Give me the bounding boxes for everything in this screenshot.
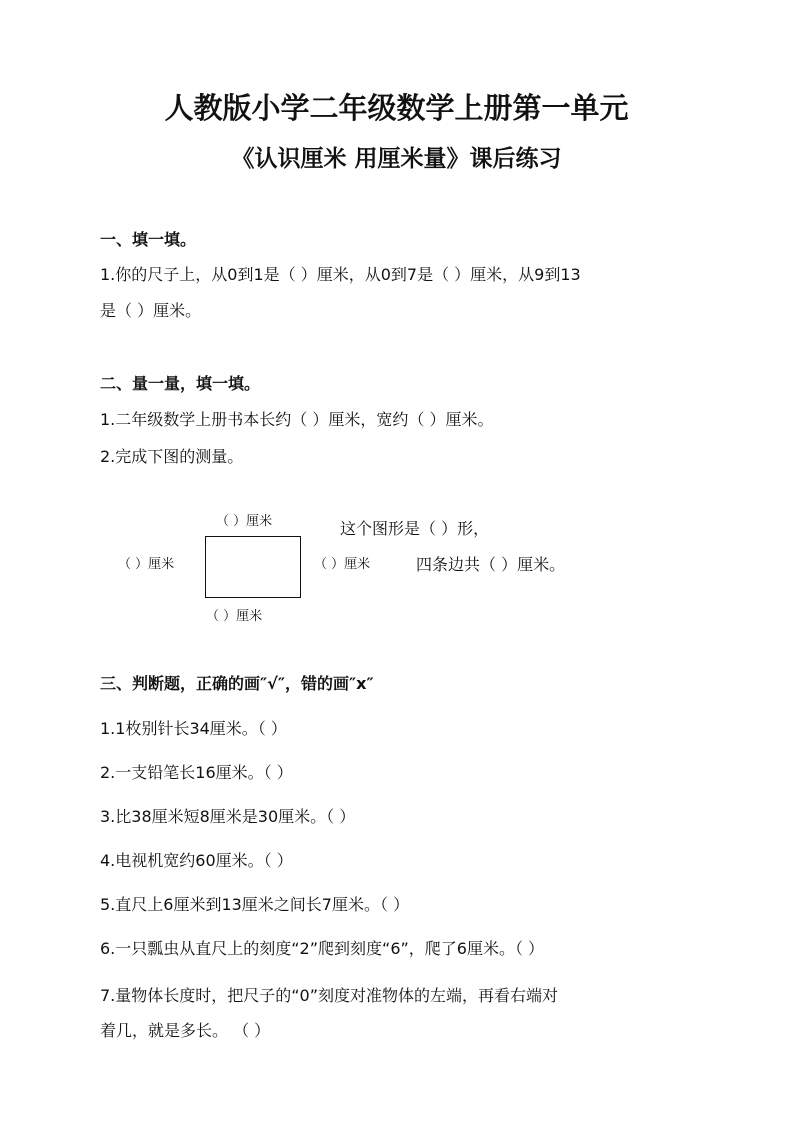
section3-item-5: 5.直尺上6厘米到13厘米之间长7厘米。（ ） (100, 895, 410, 914)
figure-bottom-label: （ ）厘米 (206, 609, 263, 624)
section1-heading: 一、填一填。 (100, 230, 197, 249)
section3-item-2: 2.一支铅笔长16厘米。（ ） (100, 763, 293, 782)
section3-item-7-line1: 7.量物体长度时，把尺子的“0”刻度对准物体的左端，再看右端对 (100, 986, 559, 1005)
section2-q2: 2.完成下图的测量。 (100, 447, 244, 466)
section3-item-6: 6.一只瓢虫从直尺上的刻度“2”爬到刻度“6”，爬了6厘米。（ ） (100, 939, 545, 958)
section3-heading: 三、判断题，正确的画″√″，错的画″x″ (100, 674, 374, 693)
section3-item-4: 4.电视机宽约60厘米。（ ） (100, 851, 293, 870)
page-subtitle: 《认识厘米 用厘米量》课后练习 (231, 145, 562, 172)
section1-q1-line1: 1.你的尺子上，从0到1是（ ）厘米，从0到7是（ ）厘米，从9到13 (100, 265, 581, 284)
section3-item-3: 3.比38厘米短8厘米是30厘米。（ ） (100, 807, 356, 826)
section1-q1-line2: 是（ ）厘米。 (100, 301, 202, 320)
measure-rectangle (205, 536, 301, 598)
figure-top-label: （ ）厘米 (216, 514, 273, 529)
section3-item-7-line2: 着几，就是多长。 （ ） (100, 1021, 271, 1040)
section2-heading: 二、量一量，填一填。 (100, 374, 261, 393)
figure-perimeter-question: 四条边共（ ）厘米。 (416, 555, 566, 574)
figure-left-label: （ ）厘米 (118, 557, 175, 572)
section3-item-1: 1.1枚别针长34厘米。（ ） (100, 719, 287, 738)
page-title: 人教版小学二年级数学上册第一单元 (164, 91, 629, 125)
section2-q1: 1.二年级数学上册书本长约（ ）厘米，宽约（ ）厘米。 (100, 410, 494, 429)
figure-shape-question: 这个图形是（ ）形， (340, 519, 490, 538)
figure-right-label: （ ）厘米 (314, 557, 371, 572)
